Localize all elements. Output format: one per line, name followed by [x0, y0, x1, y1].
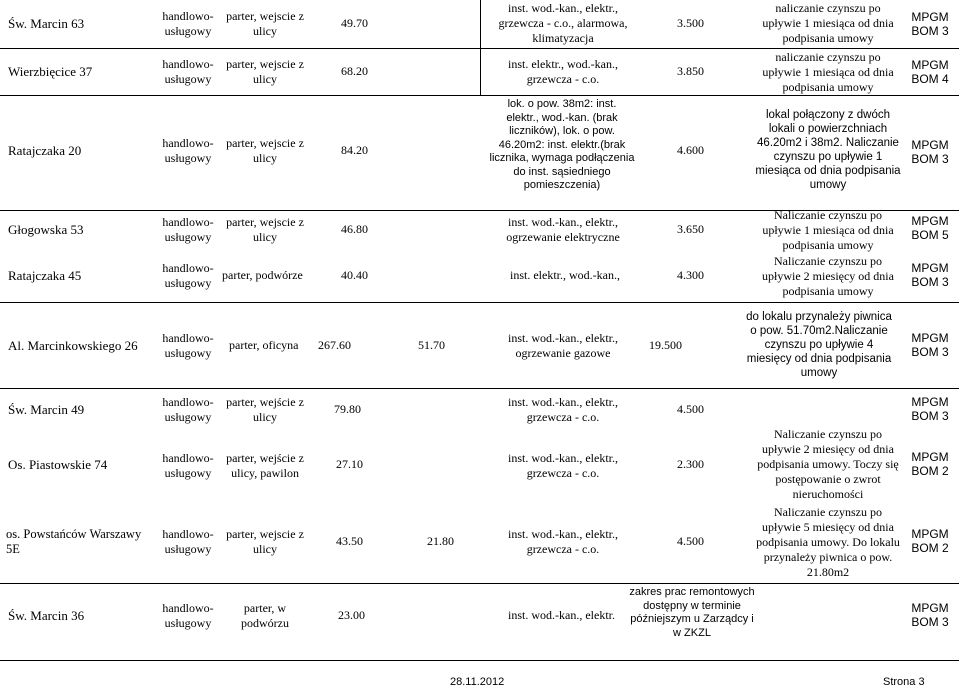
column-divider — [480, 0, 481, 95]
table-row-owner: MPGM BOM 3 — [911, 601, 949, 629]
table-row-address: Św. Marcin 49 — [8, 402, 85, 417]
table-row-type: handlowo- usługowy — [162, 136, 214, 165]
table-row-type: handlowo- usługowy — [162, 527, 214, 556]
table-row-address: Głogowska 53 — [8, 222, 84, 237]
table-row-owner: MPGM BOM 3 — [911, 331, 949, 359]
table-row-equipment: lok. o pow. 38m2: inst. elektr., wod.-kan. (brak liczników), lok. o pow. 46.20m2: inst. elektr.(brak licznika, wymaga podłączenia do inst. sąsiedniego pomieszczenia) — [489, 98, 635, 191]
table-row-type: handlowo- usługowy — [162, 601, 214, 630]
table-row-address: Wierzbięcice 37 — [8, 64, 93, 79]
table-row-location: parter, wejscie z ulicy — [226, 215, 304, 244]
row-divider — [0, 302, 959, 303]
table-row-rate: 4.500 — [677, 402, 704, 416]
table-row-address: Os. Piastowskie 74 — [8, 457, 108, 472]
table-row-type: handlowo- usługowy — [162, 395, 214, 424]
table-row-address: Św. Marcin 63 — [8, 16, 85, 31]
table-row-notes: Naliczanie czynszu po upływie 2 miesięcy od dnia podpisania umowy — [762, 254, 894, 298]
table-row-area: 267.60 — [318, 338, 351, 352]
table-row-location: parter, wejście z ulicy — [226, 395, 304, 424]
table-row-owner: MPGM BOM 5 — [911, 214, 949, 242]
table-row-notes: naliczanie czynszu po upływie 1 miesiąca od dnia podpisania umowy — [762, 1, 894, 45]
table-row-area: 79.80 — [334, 402, 361, 416]
table-row-rate: 4.300 — [677, 268, 704, 282]
row-divider — [0, 95, 959, 96]
table-row-area: 49.70 — [341, 16, 368, 30]
table-row-area: 43.50 — [336, 534, 363, 548]
table-row-equipment: inst. wod.-kan., elektr., grzewcza - c.o., alarmowa, klimatyzacja — [498, 1, 628, 45]
table-row-notes: zakres prac remontowych dostępny w terminie późniejszym u Zarządcy i w ZKZL — [629, 586, 755, 639]
table-row-type: handlowo- usługowy — [162, 215, 214, 244]
table-row-equipment: inst. elektr., wod.-kan., grzewcza - c.o. — [508, 57, 618, 86]
table-row-rate: 3.500 — [677, 16, 704, 30]
table-row-address: Ratajczaka 20 — [8, 143, 82, 158]
table-row-basement-area: 21.80 — [427, 534, 454, 548]
table-row-type: handlowo- usługowy — [162, 9, 214, 38]
table-row-area: 84.20 — [341, 143, 368, 157]
table-row-equipment: inst. elektr., wod.-kan., — [510, 268, 620, 282]
table-row-equipment: inst. wod.-kan., elektr., grzewcza - c.o. — [508, 527, 618, 556]
table-row-notes: Naliczanie czynszu po upływie 2 miesięcy od dnia podpisania umowy. Toczy się postępowanie o zwrot nieruchomości — [757, 427, 899, 501]
table-row-location: parter, wejscie z ulicy — [226, 57, 304, 86]
table-row-address: os. Powstańców Warszawy 5E — [6, 527, 142, 556]
table-row-equipment: inst. wod.-kan., elektr., ogrzewanie elektryczne — [506, 215, 620, 244]
table-row-address: Al. Marcinkowskiego 26 — [8, 338, 138, 353]
table-row-address: Św. Marcin 36 — [8, 608, 85, 623]
table-row-notes: Naliczanie czynszu po upływie 1 miesiąca od dnia podpisania umowy — [762, 208, 894, 252]
table-row-rate: 4.500 — [677, 534, 704, 548]
table-row-equipment: inst. wod.-kan., elektr. — [508, 608, 615, 622]
table-row-rate: 19.500 — [649, 338, 682, 352]
table-row-equipment: inst. wod.-kan., elektr., grzewcza - c.o. — [508, 395, 618, 424]
table-row-type: handlowo- usługowy — [162, 261, 214, 290]
table-row-type: handlowo- usługowy — [162, 451, 214, 480]
table-row-owner: MPGM BOM 3 — [911, 10, 949, 38]
table-row-area: 23.00 — [338, 608, 365, 622]
footer-date: 28.11.2012 — [450, 676, 505, 688]
table-row-location: parter, oficyna — [229, 338, 299, 352]
table-row-area: 68.20 — [341, 64, 368, 78]
table-row-owner: MPGM BOM 2 — [911, 450, 949, 478]
table-row-rate: 3.650 — [677, 222, 704, 236]
table-row-location: parter, w podwórzu — [241, 601, 289, 630]
table-row-owner: MPGM BOM 3 — [911, 261, 949, 289]
row-divider — [0, 660, 959, 661]
row-divider — [0, 388, 959, 389]
table-row-owner: MPGM BOM 3 — [911, 395, 949, 423]
table-row-rate: 2.300 — [677, 457, 704, 471]
table-row-owner: MPGM BOM 2 — [911, 527, 949, 555]
table-row-area: 46.80 — [341, 222, 368, 236]
table-row-location: parter, wejscie z ulicy — [226, 9, 304, 38]
table-row-owner: MPGM BOM 4 — [911, 58, 949, 86]
table-row-rate: 4.600 — [677, 143, 704, 157]
table-row-equipment: inst. wod.-kan., elektr., ogrzewanie gazowe — [508, 331, 618, 360]
table-row-basement-area: 51.70 — [418, 338, 445, 352]
table-row-area: 40.40 — [341, 268, 368, 282]
table-row-notes: naliczanie czynszu po upływie 1 miesiąca od dnia podpisania umowy — [762, 50, 894, 94]
table-row-type: handlowo- usługowy — [162, 331, 214, 360]
footer-page-number: Strona 3 — [883, 676, 925, 688]
table-row-location: parter, wejście z ulicy, pawilon — [226, 451, 304, 480]
table-row-notes: do lokalu przynależy piwnica o pow. 51.70m2.Naliczanie czynszu po upływie 4 miesięcy od dnia podpisania umowy — [746, 311, 892, 379]
table-row-equipment: inst. wod.-kan., elektr., grzewcza - c.o. — [508, 451, 618, 480]
table-row-owner: MPGM BOM 3 — [911, 138, 949, 166]
row-divider — [0, 583, 959, 584]
table-row-type: handlowo- usługowy — [162, 57, 214, 86]
table-row-rate: 3.850 — [677, 64, 704, 78]
table-row-area: 27.10 — [336, 457, 363, 471]
table-row-notes: lokal połączony z dwóch lokali o powierzchniach 46.20m2 i 38m2. Naliczanie czynszu po upływie 1 miesiąca od dnia podpisania umowy — [755, 109, 901, 191]
table-row-notes: Naliczanie czynszu po upływie 5 miesięcy od dnia podpisania umowy. Do lokalu przynależy piwnica o pow. 21.80m2 — [756, 505, 900, 579]
table-row-location: parter, podwórze — [222, 268, 303, 282]
table-row-location: parter, wejscie z ulicy — [226, 527, 304, 556]
table-row-location: parter, wejscie z ulicy — [226, 136, 304, 165]
table-row-address: Ratajczaka 45 — [8, 268, 82, 283]
